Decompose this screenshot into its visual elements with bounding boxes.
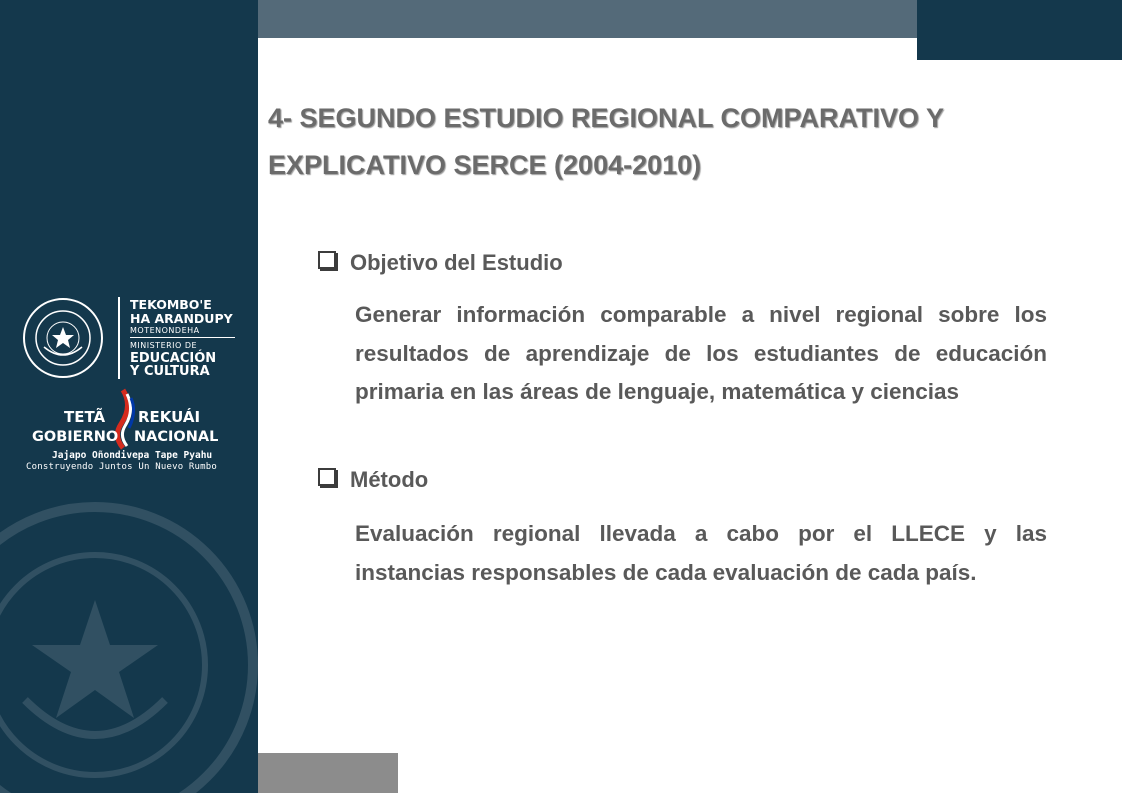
ministry-logo-line3: MOTENONDEHA — [130, 326, 200, 335]
gov-motto-spanish: Construyendo Juntos Un Nuevo Rumbo — [26, 462, 218, 472]
paragraph-objetivo: Generar información comparable a nivel regional sobre los resultados de aprendizaje de los estudiantes de educación primaria en las áreas de lenguaje, matemática y ciencias — [355, 302, 1047, 404]
ministry-logo-line6: Y CULTURA — [130, 364, 210, 379]
gov-motto-guarani: Jajapo Oñondivepa Tape Pyahu — [52, 450, 213, 461]
seal-watermark-icon — [0, 500, 258, 793]
ministry-logo-line2: HA ARANDUPY — [130, 311, 233, 326]
gov-logo-gobierno: GOBIERNO — [32, 429, 119, 445]
top-bar — [258, 0, 917, 38]
checkbox-bullet-icon — [318, 251, 336, 269]
checkbox-bullet-icon — [318, 468, 336, 486]
top-right-block — [917, 0, 1122, 60]
gov-logo-teta: TETÃ — [64, 408, 106, 426]
bullet-objetivo — [318, 250, 563, 276]
ministry-logo-line4: MINISTERIO DE — [130, 341, 198, 350]
bullet-metodo — [318, 467, 428, 493]
ministry-logo-line1: TEKOMBO'E — [130, 297, 212, 312]
bottom-bar — [258, 753, 398, 793]
sidebar — [0, 0, 258, 793]
ministry-logo-rule — [130, 337, 235, 338]
logo-divider — [118, 297, 120, 379]
gov-logo-rekuai: REKUÁI — [138, 408, 201, 426]
slide-title: 4- SEGUNDO ESTUDIO REGIONAL COMPARATIVO Y EXPLICATIVO SERCE (2004-2010) — [268, 103, 944, 180]
paragraph-metodo: Evaluación regional llevada a cabo por el LLECE y las instancias responsables de cada evaluación de cada país. — [355, 521, 1047, 585]
bullet-heading-objetivo: Objetivo del Estudio — [350, 250, 563, 275]
ministry-seal-icon — [22, 297, 104, 379]
gov-logo-nacional: NACIONAL — [134, 429, 219, 445]
bullet-heading-metodo: Método — [350, 467, 429, 492]
ministry-logo-line5: EDUCACIÓN — [130, 351, 217, 366]
